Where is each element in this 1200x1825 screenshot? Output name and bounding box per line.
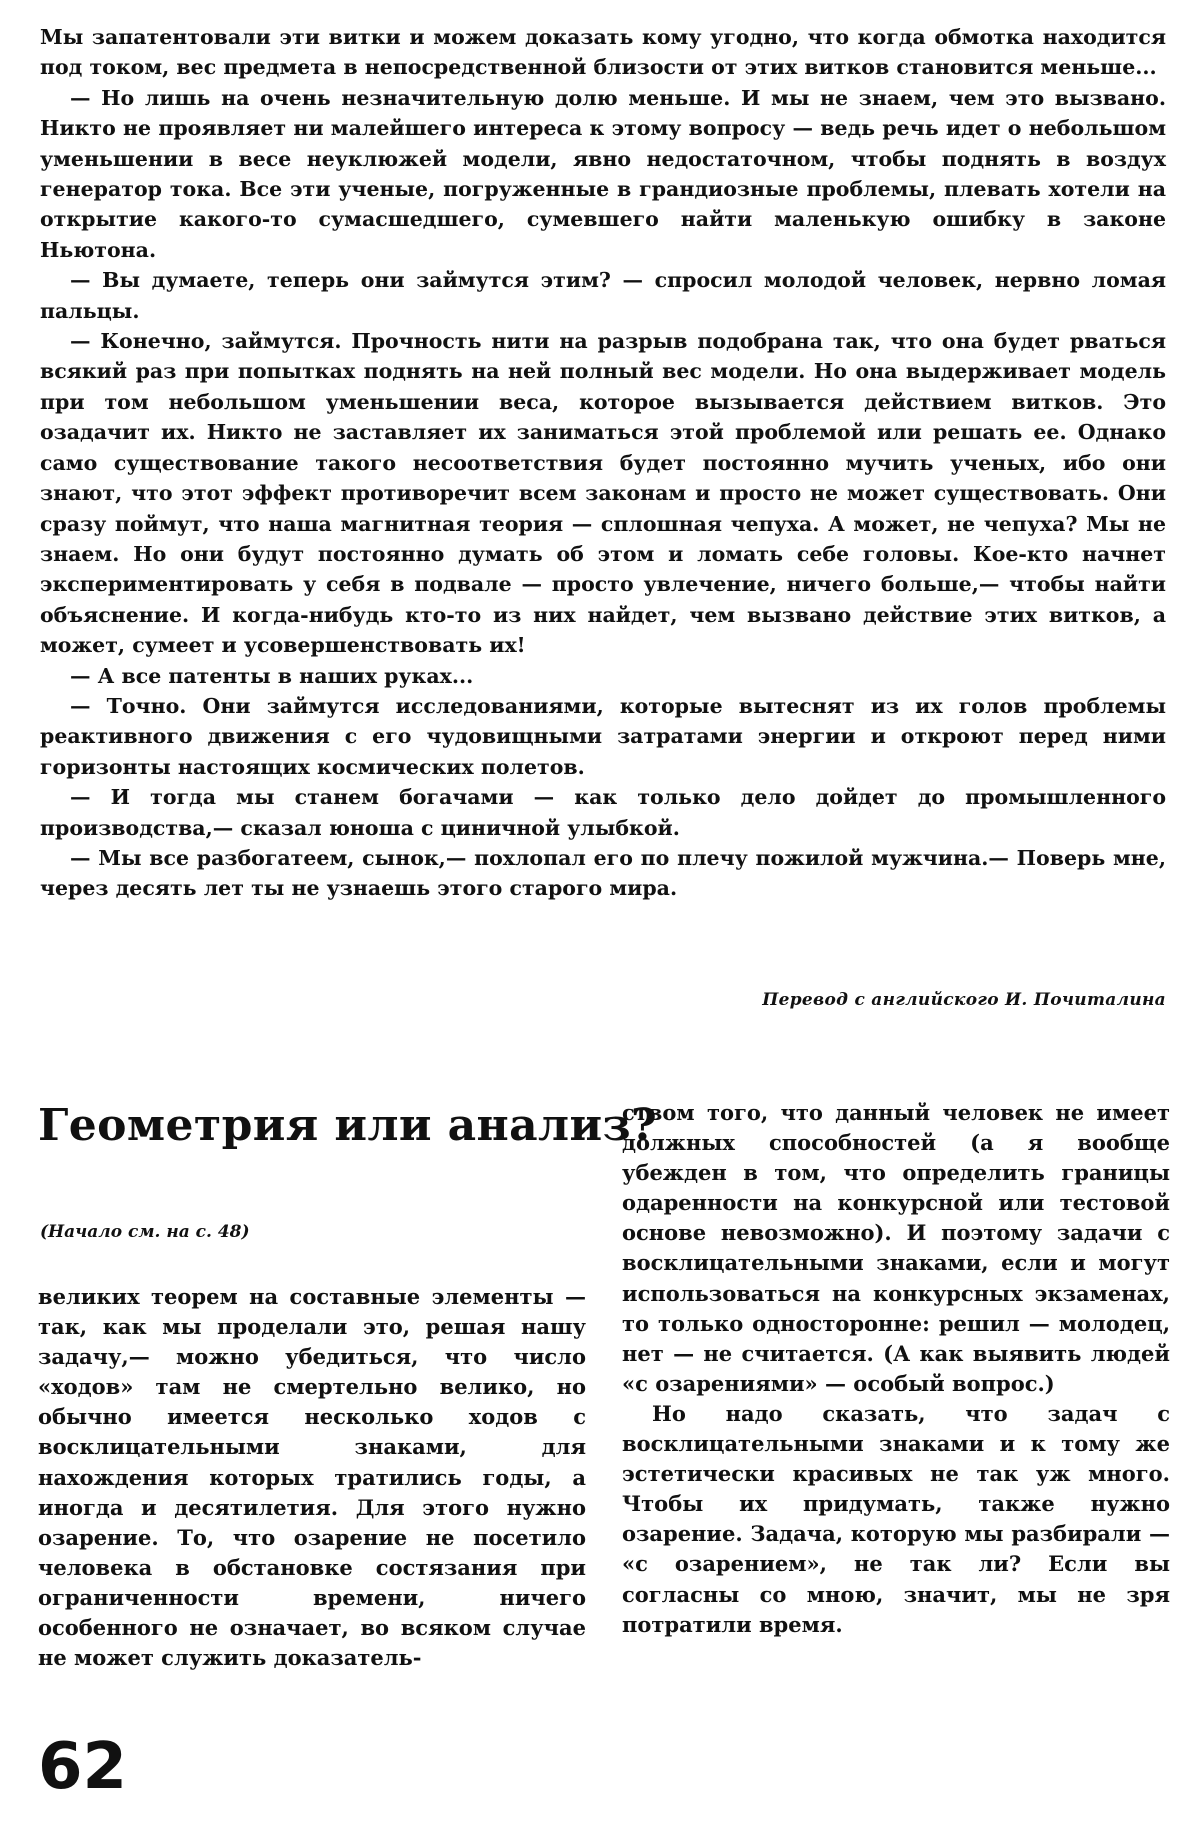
- story-paragraph: — Но лишь на очень незначительную долю меньше. И мы не знаем, чем это вызвано. Никто не проявляет ни малейшего интереса к этому вопросу — ведь речь идет о небольшом уменьшении в весе неуклюжей модели, явно недостаточном, чтобы поднять в воздух генератор тока. Все эти ученые, погруженные в грандиозные проблемы, плевать хотели на открытие какого-то сумасшедшего, сумевшего найти маленькую ошибку в законе Ньютона.: [40, 85, 1166, 262]
- translation-credit: Перевод с английского И. Почиталина: [762, 990, 1166, 1010]
- article-paragraph: великих теорем на составные элементы — так, как мы проделали это, решая нашу задачу,— можно убедиться, что число «ходов» там не смертельно велико, но обычно имеется несколько ходов с восклицательными знаками, для нахождения которых тратились годы, а иногда и десятилетия. Для этого нужно озарение. То, что озарение не посетило человека в обстановке состязания при ограниченности времени, ничего особенного не означает, во всяком случае не может служить доказатель-: [38, 1284, 586, 1671]
- story-paragraph: — А все патенты в наших руках...: [70, 663, 474, 688]
- continuation-note: (Начало см. на с. 48): [40, 1222, 250, 1242]
- story-text: [40, 22, 1166, 904]
- story-paragraph: — Мы все разбогатеем, сынок,— похлопал его по плечу пожилой мужчина.— Поверь мне, через десять лет ты не узнаешь этого старого мира.: [40, 845, 1166, 901]
- article-right-column: [622, 1098, 1170, 1640]
- story-paragraph: — Точно. Они займутся исследованиями, которые вытеснят из их голов проблемы реактивного движения с его чудовищными затратами энергии и откроют перед ними горизонты настоящих космических полетов.: [40, 693, 1166, 779]
- story-paragraph: — И тогда мы станем богачами — как только дело дойдет до промышленного производства,— сказал юноша с циничной улыбкой.: [40, 785, 1166, 840]
- article-paragraph: Но надо сказать, что задач с восклицательными знаками и к тому же эстетически красивых не так уж много. Чтобы их придумать, также нужно озарение. Задача, которую мы разбирали — «с озарением», не так ли? Если вы согласны со мною, значит, мы не зря потратили время.: [622, 1400, 1170, 1637]
- story-paragraph: — Конечно, займутся. Прочность нити на разрыв подобрана так, что она будет рваться всякий раз при попытках поднять на ней полный вес модели. Но она выдерживает модель при том небольшом уменьшении веса, которое вызывается действием витков. Это озадачит их. Никто не заставляет их заниматься этой проблемой или решать ее. Однако само существование такого несоответствия будет постоянно мучить ученых, ибо они знают, что этот эффект противоречит всем законам и просто не может существовать. Они сразу поймут, что наша магнитная теория — сплошная чепуха. А может, не чепуха? Мы не знаем. Но они будут постоянно думать об этом и ломать себе головы. Кое-кто начнет экспериментировать у себя в подвале — просто увлечение, ничего больше,— чтобы найти объяснение. И когда-нибудь кто-то из них найдет, чем вызвано действие этих витков, а может, сумеет и усовершенствовать их!: [40, 329, 1166, 658]
- article-title: Геометрия или анализ?: [38, 1100, 658, 1151]
- article-paragraph: ством того, что данный человек не имеет должных способностей (а я вообще убежден в том, что определить границы одаренности на конкурсной или тестовой основе невозможно). И поэтому задачи с восклицательными знаками, если и могут использоваться на конкурсных экзаменах, то только односторонне: решил — молодец, нет — не считается. (А как выявить людей «с озарениями» — особый вопрос.): [622, 1100, 1170, 1396]
- story-paragraph: — Вы думаете, теперь они займутся этим? — спросил молодой человек, нервно ломая пальцы.: [40, 268, 1166, 323]
- story-paragraph: Мы запатентовали эти витки и можем доказать кому угодно, что когда обмотка находится под током, вес предмета в непосредственной близости от этих витков становится меньше...: [40, 25, 1166, 80]
- page-number: 62: [38, 1730, 128, 1804]
- article-left-column: [38, 1282, 586, 1673]
